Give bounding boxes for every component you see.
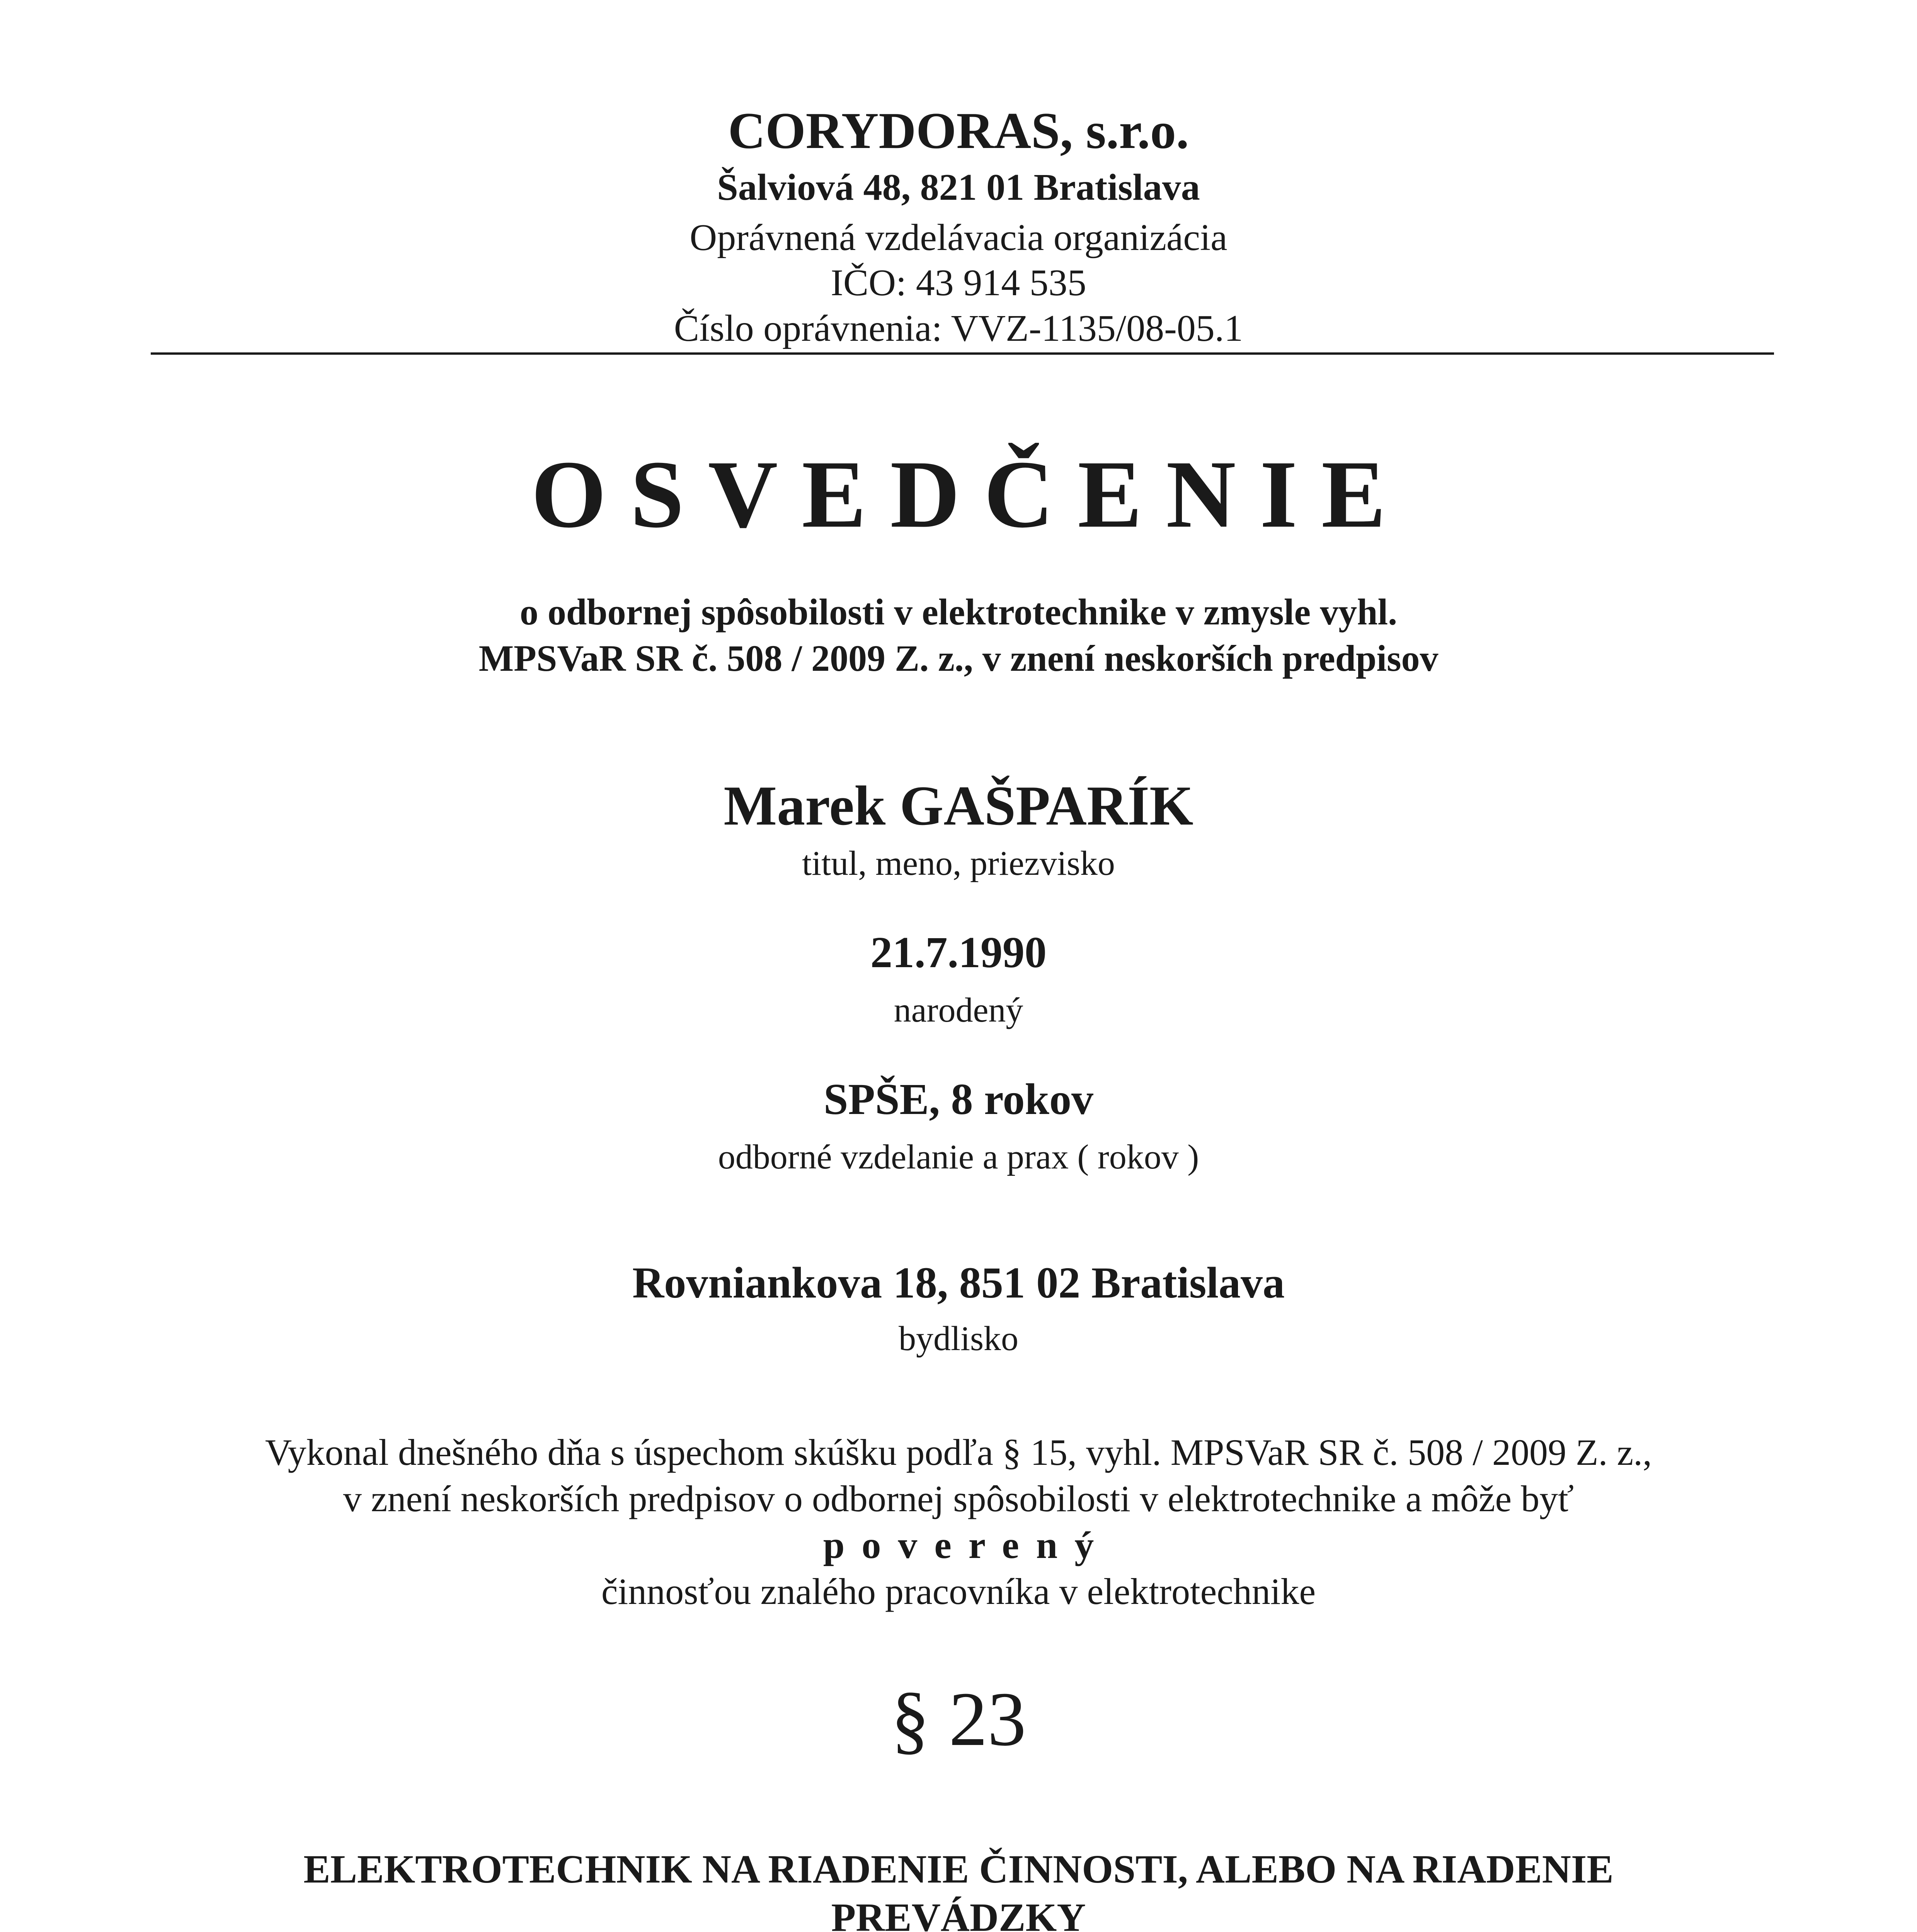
statement-line-1: Vykonal dnešného dňa s úspechom skúšku podľa § 15, vyhl. MPSVaR SR č. 508 / 2009 Z. z., [265,1432,1652,1473]
category-line-2: PREVÁDZKY [831,1895,1086,1932]
company-name: CORYDORAS, s.r.o. [728,102,1189,159]
company-address: Šalviová 48, 821 01 Bratislava [717,167,1200,208]
holder-education: SPŠE, 8 rokov [824,1075,1093,1124]
statement-line-2: v znení neskorších predpisov o odbornej spôsobilosti v elektrotechnike a môže byť [343,1478,1574,1519]
holder-name-caption: titul, meno, priezvisko [802,844,1115,883]
company-ico: IČO: 43 914 535 [831,262,1086,304]
holder-birth-date: 21.7.1990 [870,928,1047,977]
statement-line-4: činnosťou znalého pracovníka v elektrotechnike [601,1571,1316,1612]
category-line-1: ELEKTROTECHNIK NA RIADENIE ČINNOSTI, ALEBO NA RIADENIE [303,1847,1614,1891]
organization-type: Oprávnená vzdelávacia organizácia [690,217,1227,259]
holder-education-caption: odborné vzdelanie a prax ( rokov ) [718,1138,1199,1176]
holder-residence: Rovniankova 18, 851 02 Bratislava [632,1258,1285,1307]
license-number: Číslo oprávnenia: VVZ-1135/08-05.1 [674,308,1243,349]
holder-birth-caption: narodený [894,991,1023,1029]
subtitle-line-2: MPSVaR SR č. 508 / 2009 Z. z., v znení neskorších predpisov [478,638,1439,679]
holder-name: Marek GAŠPARÍK [724,774,1193,837]
document-title: OSVEDČENIE [531,441,1410,548]
statement-authorized: poverený [823,1524,1111,1566]
paragraph-number: § 23 [891,1677,1026,1762]
header-divider [151,352,1774,355]
subtitle-line-1: o odbornej spôsobilosti v elektrotechnike v zmysle vyhl. [519,591,1398,633]
holder-residence-caption: bydlisko [898,1320,1019,1358]
